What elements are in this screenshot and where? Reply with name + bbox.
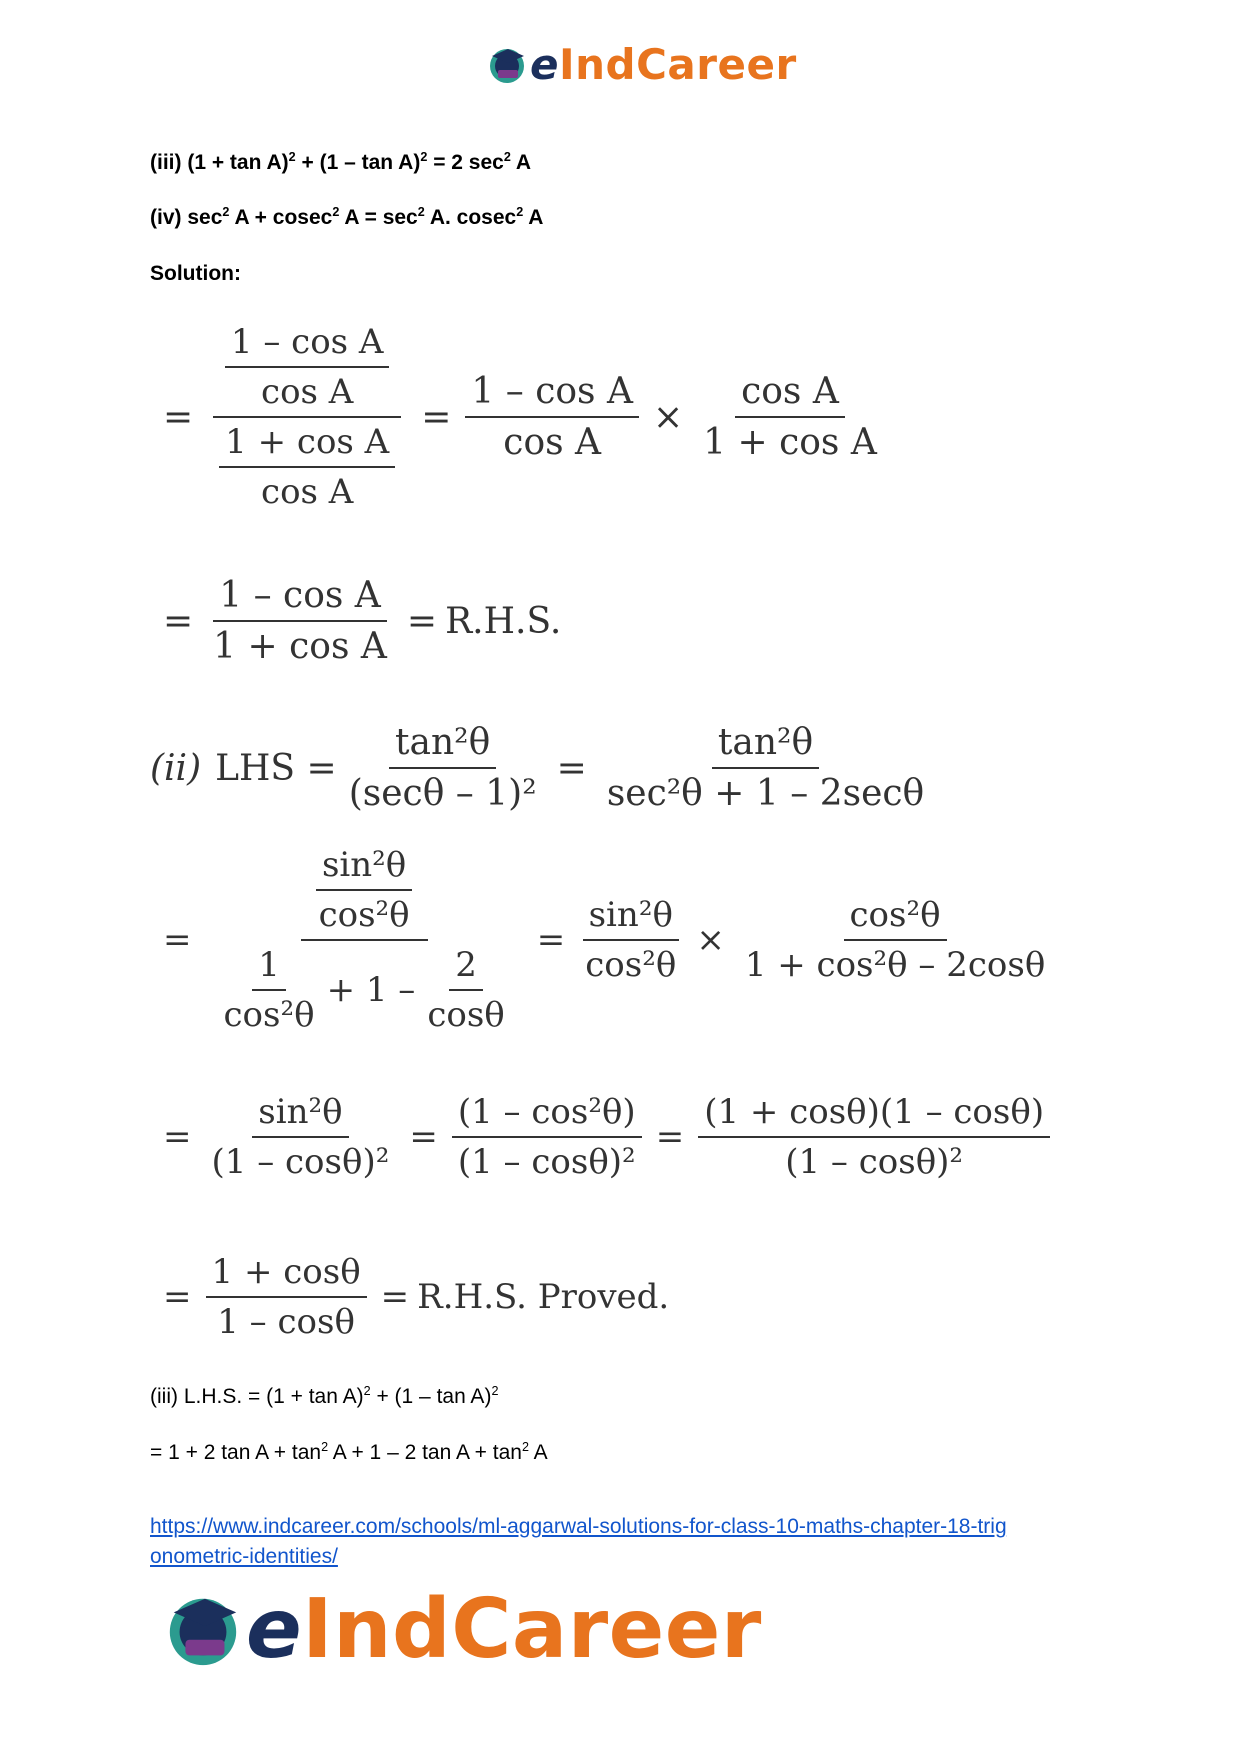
footer-logo-prefix: e xyxy=(246,1582,303,1677)
equation-ii-step1: (ii) LHS = $\frac{\text{tan²θ}}{\text{(secθ – 1)²}}$ = $\frac{\text{tan²θ}}{\text{sec²θ + 1 – 2secθ}}$ xyxy=(150,722,925,814)
graduation-cap-book-icon xyxy=(162,1589,244,1671)
question-iii: (iii) $(1 + \tan A)^2 + (1 - \tan A)^2 = 2$ $\sec^2 A$ xyxy=(150,150,532,174)
equation-i-step2: = $\frac{\text{1 – cos A}}{\text{1 + cos A}}$ = R.H.S. xyxy=(163,575,562,667)
source-link-line2[interactable]: onometric-identities/ xyxy=(150,1545,338,1568)
equation-ii-step4: = $\frac{1 + \cos\theta}{1 - \cos\theta}$ = R.H.S. Proved. xyxy=(163,1252,670,1342)
solution-label: Solution: xyxy=(150,262,241,285)
question-iv: (iv) $\sec^2 A + cosec^2$ $A = \sec^2 A$. cosec$^2$ A xyxy=(150,205,544,229)
footer-logo-brand: IndCareer xyxy=(302,1582,762,1677)
source-link[interactable] xyxy=(150,1512,1007,1572)
equation-i-step1: = $\frac{\frac{\text{1 – cos A}}{\text{cos A}}}{\frac{\text{1 + cos A}}{\text{cos A}}}$ = $\frac{\text{1 – cos A}}{\text{cos A}}$ × $\frac{\text{cos A}}{\text{1 + cos A}}$ xyxy=(163,322,877,512)
footer-logo xyxy=(162,1582,762,1677)
source-link-line1[interactable]: https://www.indcareer.com/schools/ml-aggarwal-solutions-for-class-10-maths-chapter-18-trig xyxy=(150,1515,1007,1538)
logo-prefix: e xyxy=(530,40,559,89)
graduation-cap-book-icon xyxy=(486,44,528,86)
equation-ii-step3: = $\frac{\text{sin²θ}}{\text{(1 – cosθ)²}}$ = $\frac{\text{(1 – cos²θ)}}{\text{(1 – cosθ)²}}$ = $\frac{(1 + \cos\theta)(1 - \cos\theta)}{\text{(1 – cosθ)²}}$ xyxy=(155,1092,1056,1182)
solution-iii-line2: = 1 + 2 $\tan A + \tan^2 A + 1 - 2$ $\tan A + \tan^2 A$ xyxy=(150,1440,548,1464)
logo-brand: IndCareer xyxy=(559,40,797,89)
equation-ii-step2: = $\frac{\text{sin²θ}}{\text{cos²θ}}$ $\frac{1}{\text{cos²θ}}$ + 1 – $\frac{2}{\cos\theta}$ = $\frac{\text{sin²θ}}{\text{cos²θ}}$ × $\frac{\text{cos²θ}}{\text{1 + cos²θ – 2cosθ}}$ xyxy=(163,845,1046,1035)
compound-fraction: $\frac{\frac{\text{1 – cos A}}{\text{cos A}}}{\frac{\text{1 + cos A}}{\text{cos A}}}$ xyxy=(207,322,407,512)
solution-iii-line1: (iii) L.H.S. = $(1 + \tan A)^2 + (1 - \tan A)^2$ xyxy=(150,1384,499,1408)
header-logo xyxy=(486,40,797,89)
